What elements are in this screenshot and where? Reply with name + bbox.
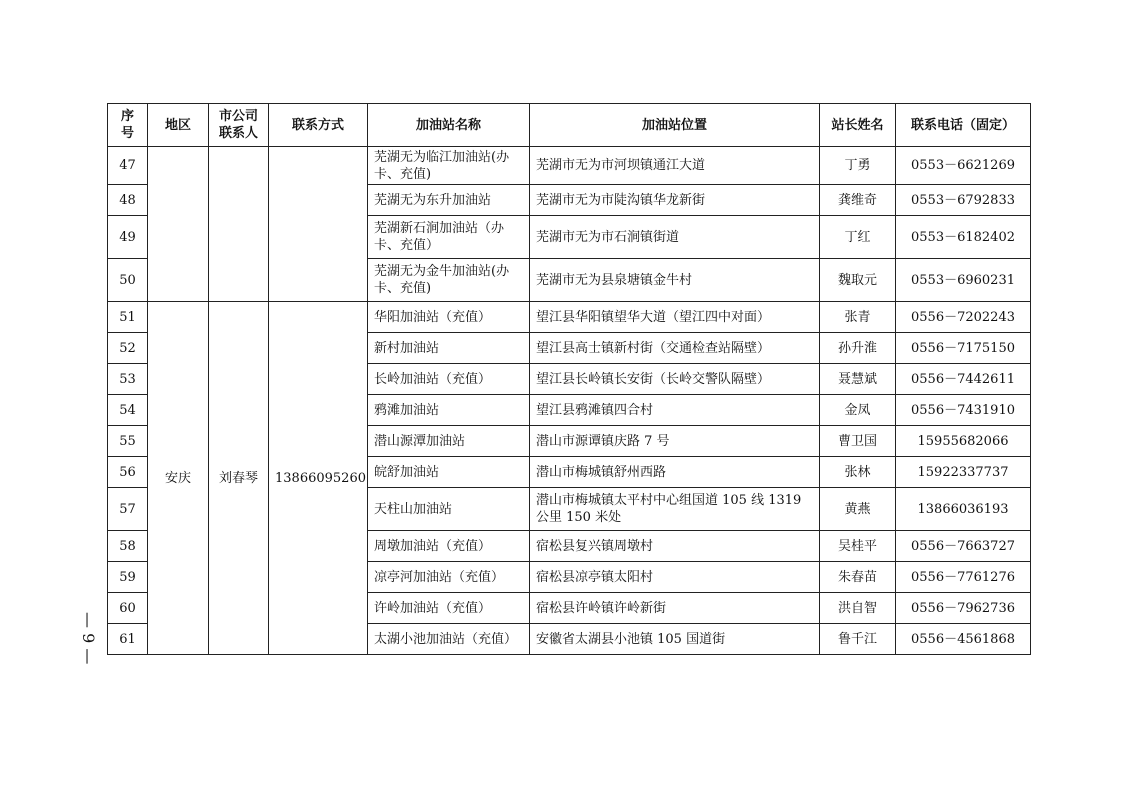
station-location-cell: 潜山市梅城镇太平村中心组国道 105 线 1319 公里 150 米处	[530, 488, 820, 531]
contact-method-cell	[269, 147, 368, 302]
phone-cell: 15922337737	[896, 457, 1031, 488]
phone-cell: 0556－7202243	[896, 302, 1031, 333]
phone-cell: 0556－7962736	[896, 593, 1031, 624]
station-location-cell: 望江县长岭镇长安街（长岭交警队隔壁）	[530, 364, 820, 395]
station-location-cell: 望江县鸦滩镇四合村	[530, 395, 820, 426]
phone-cell: 0556－7431910	[896, 395, 1031, 426]
station-location-cell: 潜山市源谭镇庆路 7 号	[530, 426, 820, 457]
contact-method-cell: 13866095260	[269, 302, 368, 655]
header-station-name: 加油站名称	[368, 104, 530, 147]
station-name-cell: 潜山源潭加油站	[368, 426, 530, 457]
header-contact-person	[209, 104, 269, 147]
contact-person-cell: 刘春琴	[209, 302, 269, 655]
phone-cell: 0556－7761276	[896, 562, 1031, 593]
station-location-cell: 安徽省太湖县小池镇 105 国道街	[530, 624, 820, 655]
header-phone: 联系电话（固定）	[896, 104, 1031, 147]
station-name-cell: 鸦滩加油站	[368, 395, 530, 426]
manager-cell: 鲁千江	[820, 624, 896, 655]
station-location-cell: 芜湖市无为市河坝镇通江大道	[530, 147, 820, 185]
phone-cell: 15955682066	[896, 426, 1031, 457]
seq-cell: 61	[108, 624, 148, 655]
header-station-location: 加油站位置	[530, 104, 820, 147]
header-contact-method: 联系方式	[269, 104, 368, 147]
manager-cell: 魏取元	[820, 259, 896, 302]
seq-cell: 54	[108, 395, 148, 426]
seq-cell: 59	[108, 562, 148, 593]
phone-cell: 0553－6792833	[896, 185, 1031, 216]
station-location-cell: 宿松县凉亭镇太阳村	[530, 562, 820, 593]
manager-cell: 洪自智	[820, 593, 896, 624]
seq-cell: 53	[108, 364, 148, 395]
manager-cell: 张青	[820, 302, 896, 333]
phone-cell: 0556－7175150	[896, 333, 1031, 364]
station-location-cell: 潜山市梅城镇舒州西路	[530, 457, 820, 488]
header-manager-name: 站长姓名	[820, 104, 896, 147]
station-location-cell: 宿松县复兴镇周墩村	[530, 531, 820, 562]
seq-cell: 49	[108, 216, 148, 259]
table-row	[108, 302, 1031, 333]
manager-cell: 丁红	[820, 216, 896, 259]
station-location-cell: 宿松县许岭镇许岭新街	[530, 593, 820, 624]
station-name-cell: 芜湖无为东升加油站	[368, 185, 530, 216]
header-contact-person-text: 市公司 联系人	[218, 109, 258, 141]
station-name-cell: 许岭加油站（充值）	[368, 593, 530, 624]
phone-cell: 0556－7442611	[896, 364, 1031, 395]
phone-cell: 0553－6621269	[896, 147, 1031, 185]
station-location-cell: 芜湖市无为县泉塘镇金牛村	[530, 259, 820, 302]
phone-cell: 0553－6960231	[896, 259, 1031, 302]
header-region: 地区	[148, 104, 209, 147]
region-cell: 安庆	[148, 302, 209, 655]
phone-cell: 0556－7663727	[896, 531, 1031, 562]
seq-cell: 52	[108, 333, 148, 364]
header-seq-line1: 序 号	[120, 109, 134, 141]
manager-cell: 龚维奇	[820, 185, 896, 216]
contact-person-cell	[209, 147, 269, 302]
manager-cell: 曹卫国	[820, 426, 896, 457]
station-name-cell: 皖舒加油站	[368, 457, 530, 488]
station-name-cell: 凉亭河加油站（充值）	[368, 562, 530, 593]
station-name-cell: 芜湖新石涧加油站（办卡、充值）	[368, 216, 530, 259]
seq-cell: 57	[108, 488, 148, 531]
station-name-cell: 长岭加油站（充值）	[368, 364, 530, 395]
header-seq	[108, 104, 148, 147]
station-location-cell: 芜湖市无为市石涧镇街道	[530, 216, 820, 259]
phone-cell: 13866036193	[896, 488, 1031, 531]
station-location-cell: 芜湖市无为市陡沟镇华龙新街	[530, 185, 820, 216]
station-name-cell: 芜湖无为临江加油站(办卡、充值)	[368, 147, 530, 185]
manager-cell: 吴桂平	[820, 531, 896, 562]
seq-cell: 48	[108, 185, 148, 216]
station-name-cell: 周墩加油站（充值）	[368, 531, 530, 562]
phone-cell: 0553－6182402	[896, 216, 1031, 259]
region-cell	[148, 147, 209, 302]
seq-cell: 60	[108, 593, 148, 624]
seq-cell: 51	[108, 302, 148, 333]
station-location-cell: 望江县华阳镇望华大道（望江四中对面）	[530, 302, 820, 333]
page-number-text: — 9 —	[79, 612, 98, 665]
manager-cell: 丁勇	[820, 147, 896, 185]
seq-cell: 55	[108, 426, 148, 457]
station-name-cell: 太湖小池加油站（充值）	[368, 624, 530, 655]
seq-cell: 56	[108, 457, 148, 488]
station-name-cell: 芜湖无为金牛加油站(办卡、充值)	[368, 259, 530, 302]
station-name-cell: 新村加油站	[368, 333, 530, 364]
header-row	[108, 104, 1031, 147]
station-name-cell: 天柱山加油站	[368, 488, 530, 531]
manager-cell: 张林	[820, 457, 896, 488]
station-location-cell: 望江县高士镇新村街（交通检查站隔壁）	[530, 333, 820, 364]
manager-cell: 金凤	[820, 395, 896, 426]
manager-cell: 朱春苗	[820, 562, 896, 593]
manager-cell: 聂慧斌	[820, 364, 896, 395]
seq-cell: 58	[108, 531, 148, 562]
phone-cell: 0556－4561868	[896, 624, 1031, 655]
seq-cell: 50	[108, 259, 148, 302]
page-number	[78, 612, 98, 682]
manager-cell: 孙升淮	[820, 333, 896, 364]
gas-station-table	[107, 103, 1031, 655]
table-row	[108, 147, 1031, 185]
station-name-cell: 华阳加油站（充值）	[368, 302, 530, 333]
manager-cell: 黄燕	[820, 488, 896, 531]
seq-cell: 47	[108, 147, 148, 185]
